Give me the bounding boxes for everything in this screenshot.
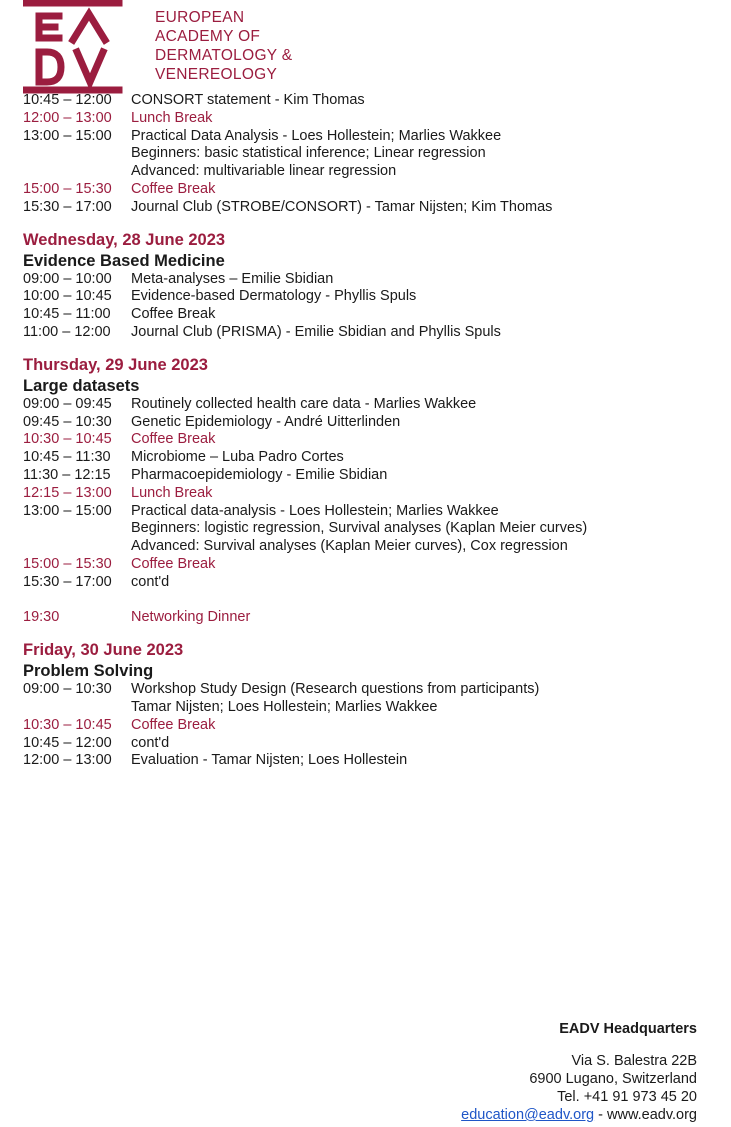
schedule-row <box>23 752 713 770</box>
phone-number: Tel. +41 91 973 45 20 <box>557 1089 697 1105</box>
schedule-row <box>23 324 713 342</box>
schedule-row <box>23 503 713 521</box>
schedule-row <box>23 199 713 217</box>
schedule-row <box>23 609 713 627</box>
session-title: Beginners: logistic regression, Survival analyses (Kaplan Meier curves) <box>131 520 588 537</box>
logo-line: VENEREOLOGY <box>155 66 278 83</box>
session-title: Lunch Break <box>131 484 213 501</box>
session-title: Advanced: multivariable linear regression <box>131 163 397 180</box>
session-title: Evidence-based Dermatology - Phyllis Spuls <box>131 288 417 305</box>
session-time: 09:45 – 10:30 <box>23 413 112 430</box>
session-time: 13:00 – 15:00 <box>23 502 112 519</box>
schedule-row <box>23 110 713 128</box>
day-heading: Wednesday, 28 June 2023 <box>23 230 226 249</box>
session-time: 15:30 – 17:00 <box>23 573 112 590</box>
row-spacer <box>23 592 713 610</box>
session-time: 10:30 – 10:45 <box>23 431 112 448</box>
address-city: 6900 Lugano, Switzerland <box>529 1071 697 1087</box>
email-link[interactable]: education@eadv.org <box>461 1107 595 1123</box>
session-title: Networking Dinner <box>131 609 251 626</box>
session-title: Coffee Break <box>131 431 216 448</box>
session-title: Meta-analyses – Emilie Sbidian <box>131 270 334 287</box>
session-time: 10:45 – 12:00 <box>23 92 112 108</box>
schedule-row <box>23 556 713 574</box>
session-title: Beginners: basic statistical inference; Linear regression <box>131 145 486 162</box>
session-title: Practical data-analysis - Loes Hollestein; Marlies Wakkee <box>131 502 499 519</box>
schedule-row <box>23 449 713 467</box>
session-time: 10:45 – 11:00 <box>23 306 111 323</box>
session-title: Advanced: Survival analyses (Kaplan Meier curves), Cox regression <box>131 538 568 555</box>
schedule-row <box>23 520 713 538</box>
programme-schedule <box>23 92 713 770</box>
session-time <box>23 520 131 538</box>
contact-links <box>461 1106 697 1124</box>
logo-line: ACADEMY OF <box>155 28 261 45</box>
schedule-row <box>23 414 713 432</box>
session-time: 10:30 – 10:45 <box>23 716 112 733</box>
session-title: Practical Data Analysis - Loes Hollestein; Marlies Wakkee <box>131 127 502 144</box>
schedule-row <box>23 163 713 181</box>
session-title: Tamar Nijsten; Loes Hollestein; Marlies Wakkee <box>131 698 438 715</box>
session-time: 19:30 <box>23 609 60 626</box>
session-title: Workshop Study Design (Research questions from participants) <box>131 681 540 698</box>
session-title: Evaluation - Tamar Nijsten; Loes Hollestein <box>131 752 408 769</box>
schedule-row <box>23 717 713 735</box>
logo-wordmark <box>155 8 292 84</box>
eadv-logo <box>23 0 293 94</box>
session-time: 10:45 – 12:00 <box>23 734 112 751</box>
schedule-row <box>23 396 713 414</box>
schedule-row <box>23 128 713 146</box>
schedule-row <box>23 735 713 753</box>
session-time <box>23 163 131 181</box>
session-title: Coffee Break <box>131 555 216 572</box>
schedule-row <box>23 145 713 163</box>
link-separator: - <box>594 1107 607 1123</box>
schedule-row <box>23 431 713 449</box>
session-time: 09:00 – 09:45 <box>23 395 112 412</box>
session-title: Pharmacoepidemiology - Emilie Sbidian <box>131 466 388 483</box>
session-time: 12:15 – 13:00 <box>23 484 112 501</box>
session-time <box>23 538 131 556</box>
day-theme: Large datasets <box>23 376 140 395</box>
session-title: cont'd <box>131 573 170 590</box>
session-time: 12:00 – 13:00 <box>23 752 112 769</box>
session-time <box>23 699 131 717</box>
session-title: Routinely collected health care data - Marlies Wakkee <box>131 395 477 412</box>
schedule-row <box>23 574 713 592</box>
session-time: 10:45 – 11:30 <box>23 449 111 466</box>
session-time: 15:30 – 17:00 <box>23 198 112 215</box>
session-title: CONSORT statement - Kim Thomas <box>131 92 365 108</box>
schedule-row <box>23 467 713 485</box>
schedule-row <box>23 92 713 110</box>
schedule-row <box>23 681 713 699</box>
day-theme: Problem Solving <box>23 662 154 681</box>
session-title: cont'd <box>131 734 170 751</box>
address-street: Via S. Balestra 22B <box>571 1053 697 1069</box>
session-time: 11:00 – 12:00 <box>23 323 111 340</box>
session-time: 15:00 – 15:30 <box>23 180 112 197</box>
session-time: 09:00 – 10:30 <box>23 681 112 698</box>
session-title: Journal Club (STROBE/CONSORT) - Tamar Nijsten; Kim Thomas <box>131 198 553 215</box>
day-theme: Evidence Based Medicine <box>23 251 225 270</box>
eadv-logo-mark <box>23 0 123 94</box>
day-heading: Friday, 30 June 2023 <box>23 641 184 660</box>
session-title: Journal Club (PRISMA) - Emilie Sbidian and Phyllis Spuls <box>131 323 501 340</box>
website-text: www.eadv.org <box>607 1107 697 1123</box>
session-time: 13:00 – 15:00 <box>23 127 112 144</box>
logo-line: DERMATOLOGY & <box>155 47 293 64</box>
schedule-row <box>23 271 713 289</box>
session-time: 12:00 – 13:00 <box>23 109 112 126</box>
session-title: Genetic Epidemiology - André Uitterlinden <box>131 413 401 430</box>
footer-heading: EADV Headquarters <box>559 1021 697 1037</box>
schedule-row <box>23 538 713 556</box>
schedule-row <box>23 699 713 717</box>
session-title: Microbiome – Luba Padro Cortes <box>131 449 344 466</box>
logo-line: EUROPEAN <box>155 9 245 26</box>
footer-contact <box>461 1020 697 1124</box>
schedule-row <box>23 306 713 324</box>
day-heading: Thursday, 29 June 2023 <box>23 355 208 374</box>
session-title: Coffee Break <box>131 180 216 197</box>
schedule-row <box>23 288 713 306</box>
session-time: 15:00 – 15:30 <box>23 555 112 572</box>
session-time: 11:30 – 12:15 <box>23 466 111 483</box>
session-title: Coffee Break <box>131 306 216 323</box>
session-time: 10:00 – 10:45 <box>23 288 112 305</box>
schedule-row <box>23 181 713 199</box>
schedule-row <box>23 485 713 503</box>
session-time <box>23 145 131 163</box>
session-title: Lunch Break <box>131 109 213 126</box>
session-time: 09:00 – 10:00 <box>23 270 112 287</box>
session-title: Coffee Break <box>131 716 216 733</box>
